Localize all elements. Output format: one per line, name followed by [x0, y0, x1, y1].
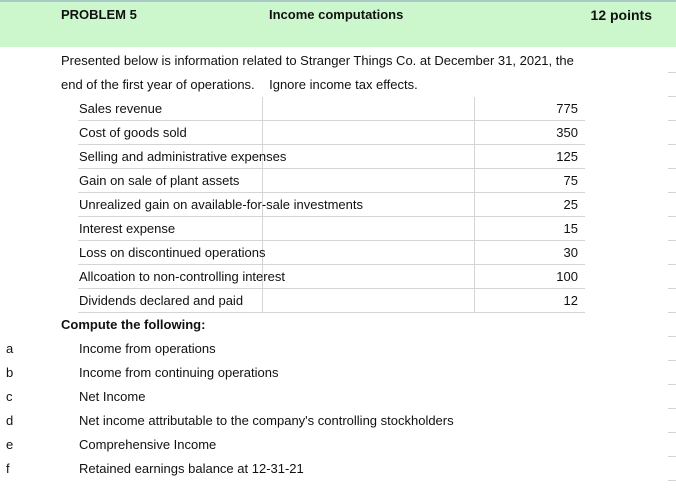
intro-text: Presented below is information related to Stranger Things Co. at December 31, 2021, the: [61, 53, 574, 68]
intro-line-1: [0, 49, 676, 73]
problem-topic: Income computations: [269, 7, 404, 22]
item-label: Selling and administrative expenses: [79, 149, 287, 164]
item-label: Allcoation to non-controlling interest: [79, 269, 285, 284]
problem-points: 12 points: [590, 7, 652, 23]
data-row: [0, 121, 676, 145]
item-label: Sales revenue: [79, 101, 163, 116]
question-letter: a: [6, 341, 14, 356]
item-value: 75: [563, 173, 578, 188]
item-value: 12: [563, 293, 578, 308]
data-row: [0, 217, 676, 241]
data-row: [0, 145, 676, 169]
question-text: Net Income: [79, 389, 146, 404]
item-value: 30: [563, 245, 578, 260]
item-label: Gain on sale of plant assets: [79, 173, 240, 188]
item-label: Loss on discontinued operations: [79, 245, 266, 260]
item-value: 350: [556, 125, 578, 140]
item-label: Dividends declared and paid: [79, 293, 244, 308]
question-text: Income from operations: [79, 341, 216, 356]
data-row: [0, 241, 676, 265]
question-row: [0, 385, 676, 409]
item-value: 25: [563, 197, 578, 212]
item-value: 100: [556, 269, 578, 284]
question-row: [0, 409, 676, 433]
question-letter: f: [6, 461, 10, 476]
item-value: 125: [556, 149, 578, 164]
question-row: [0, 433, 676, 457]
data-row: [0, 289, 676, 313]
question-text: Income from continuing operations: [79, 365, 279, 380]
question-row: [0, 457, 676, 481]
question-row: [0, 337, 676, 361]
item-value: 15: [563, 221, 578, 236]
item-label: Interest expense: [79, 221, 176, 236]
item-label: Cost of goods sold: [79, 125, 187, 140]
question-letter: e: [6, 437, 14, 452]
question-text: Comprehensive Income: [79, 437, 217, 452]
data-row: [0, 169, 676, 193]
question-row: [0, 361, 676, 385]
problem-number: PROBLEM 5: [61, 7, 137, 22]
question-letter: d: [6, 413, 14, 428]
compute-heading-row: [0, 313, 676, 337]
data-row: [0, 265, 676, 289]
item-label: Unrealized gain on available-for-sale investments: [79, 197, 363, 212]
compute-heading: Compute the following:: [61, 317, 206, 332]
intro-line-2: [0, 73, 676, 97]
intro-text: end of the first year of operations. Ignore income tax effects.: [61, 77, 418, 92]
item-value: 775: [556, 101, 578, 116]
question-text: Net income attributable to the company's controlling stockholders: [79, 413, 454, 428]
data-row: [0, 193, 676, 217]
data-row: [0, 97, 676, 121]
problem-header: [0, 0, 676, 47]
question-letter: b: [6, 365, 14, 380]
question-letter: c: [6, 389, 13, 404]
question-text: Retained earnings balance at 12-31-21: [79, 461, 304, 476]
